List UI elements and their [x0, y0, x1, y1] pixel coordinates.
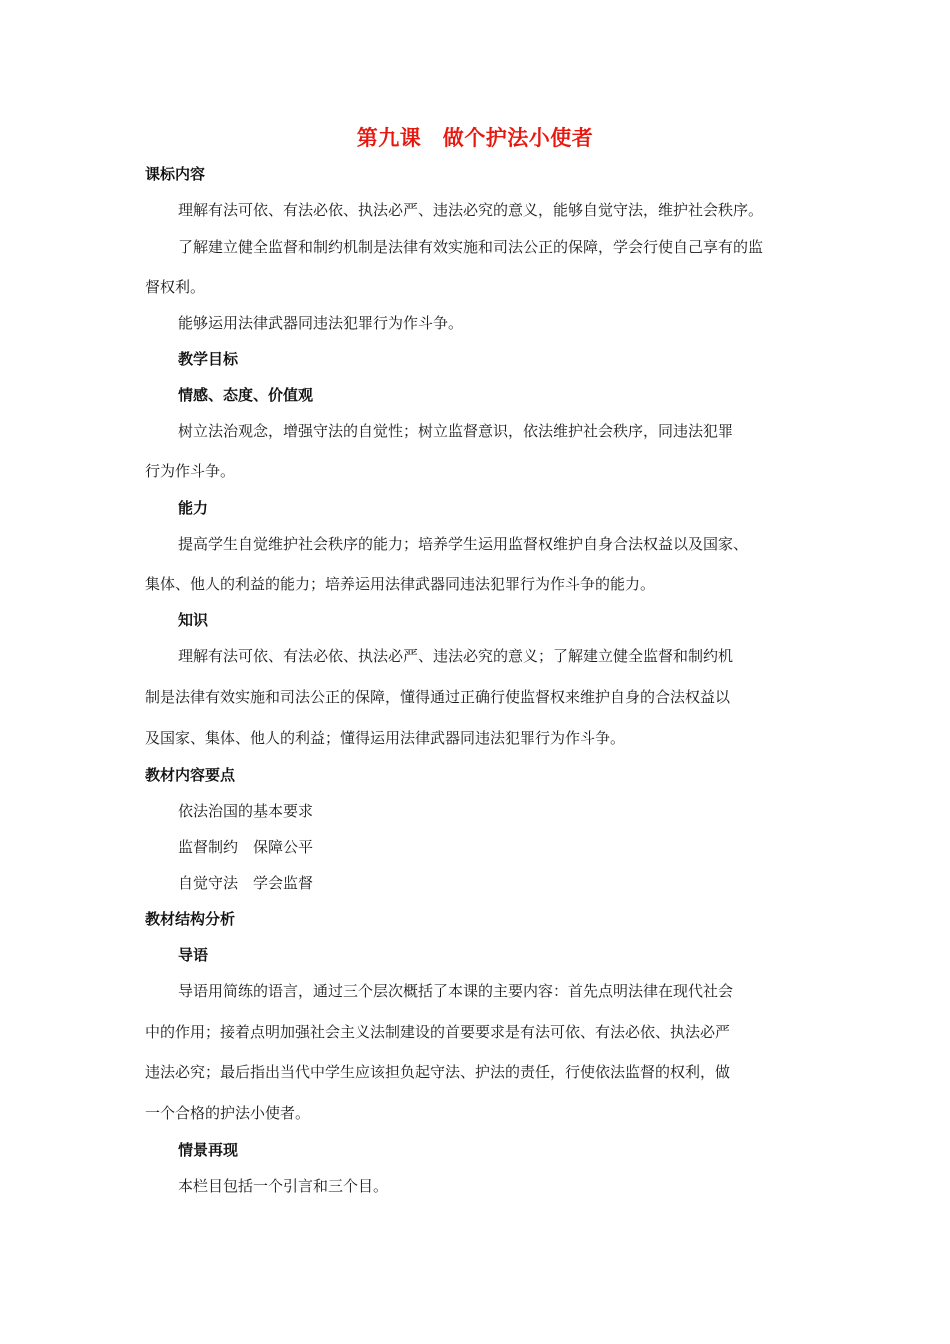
subheading-intro: 导语 [178, 946, 209, 964]
section-heading-key-points: 教材内容要点 [145, 766, 236, 784]
list-item: 监督制约 保障公平 [178, 838, 314, 856]
paragraph: 能够运用法律武器同违法犯罪行为作斗争。 [178, 314, 464, 332]
subheading-attitude: 情感、态度、价值观 [178, 386, 314, 404]
section-heading-objectives: 教学目标 [178, 350, 239, 368]
subheading-ability: 能力 [178, 499, 209, 517]
paragraph: 了解建立健全监督和制约机制是法律有效实施和司法公正的保障，学会行使自己享有的监 [178, 238, 764, 256]
section-heading-structure: 教材结构分析 [145, 910, 236, 928]
paragraph-continuation: 中的作用；接着点明加强社会主义法制建设的首要要求是有法可依、有法必依、执法必严 [145, 1023, 731, 1041]
paragraph: 导语用简练的语言，通过三个层次概括了本课的主要内容：首先点明法律在现代社会 [178, 982, 734, 1000]
paragraph-continuation: 一个合格的护法小使者。 [145, 1104, 311, 1122]
paragraph-continuation: 违法必究；最后指出当代中学生应该担负起守法、护法的责任，行使依法监督的权利，做 [145, 1063, 731, 1081]
lesson-title: 第九课 做个护法小使者 [356, 125, 594, 150]
paragraph: 提高学生自觉维护社会秩序的能力；培养学生运用监督权维护自身合法权益以及国家、 [178, 535, 749, 553]
paragraph-continuation: 行为作斗争。 [145, 462, 236, 480]
subheading-knowledge: 知识 [178, 611, 209, 629]
paragraph: 树立法治观念，增强守法的自觉性；树立监督意识，依法维护社会秩序，同违法犯罪 [178, 422, 734, 440]
paragraph-continuation: 督权利。 [145, 278, 206, 296]
paragraph: 理解有法可依、有法必依、执法必严、违法必究的意义，能够自觉守法，维护社会秩序。 [178, 201, 764, 219]
paragraph-continuation: 集体、他人的利益的能力；培养运用法律武器同违法犯罪行为作斗争的能力。 [145, 575, 656, 593]
list-item: 自觉守法 学会监督 [178, 874, 314, 892]
subheading-scene: 情景再现 [178, 1141, 239, 1159]
paragraph-continuation: 制是法律有效实施和司法公正的保障，懂得通过正确行使监督权来维护自身的合法权益以 [145, 688, 731, 706]
section-heading-curriculum: 课标内容 [145, 165, 206, 183]
paragraph-continuation: 及国家、集体、他人的利益；懂得运用法律武器同违法犯罪行为作斗争。 [145, 729, 626, 747]
list-item: 依法治国的基本要求 [178, 802, 314, 820]
paragraph: 理解有法可依、有法必依、执法必严、违法必究的意义；了解建立健全监督和制约机 [178, 647, 734, 665]
paragraph: 本栏目包括一个引言和三个目。 [178, 1177, 389, 1195]
